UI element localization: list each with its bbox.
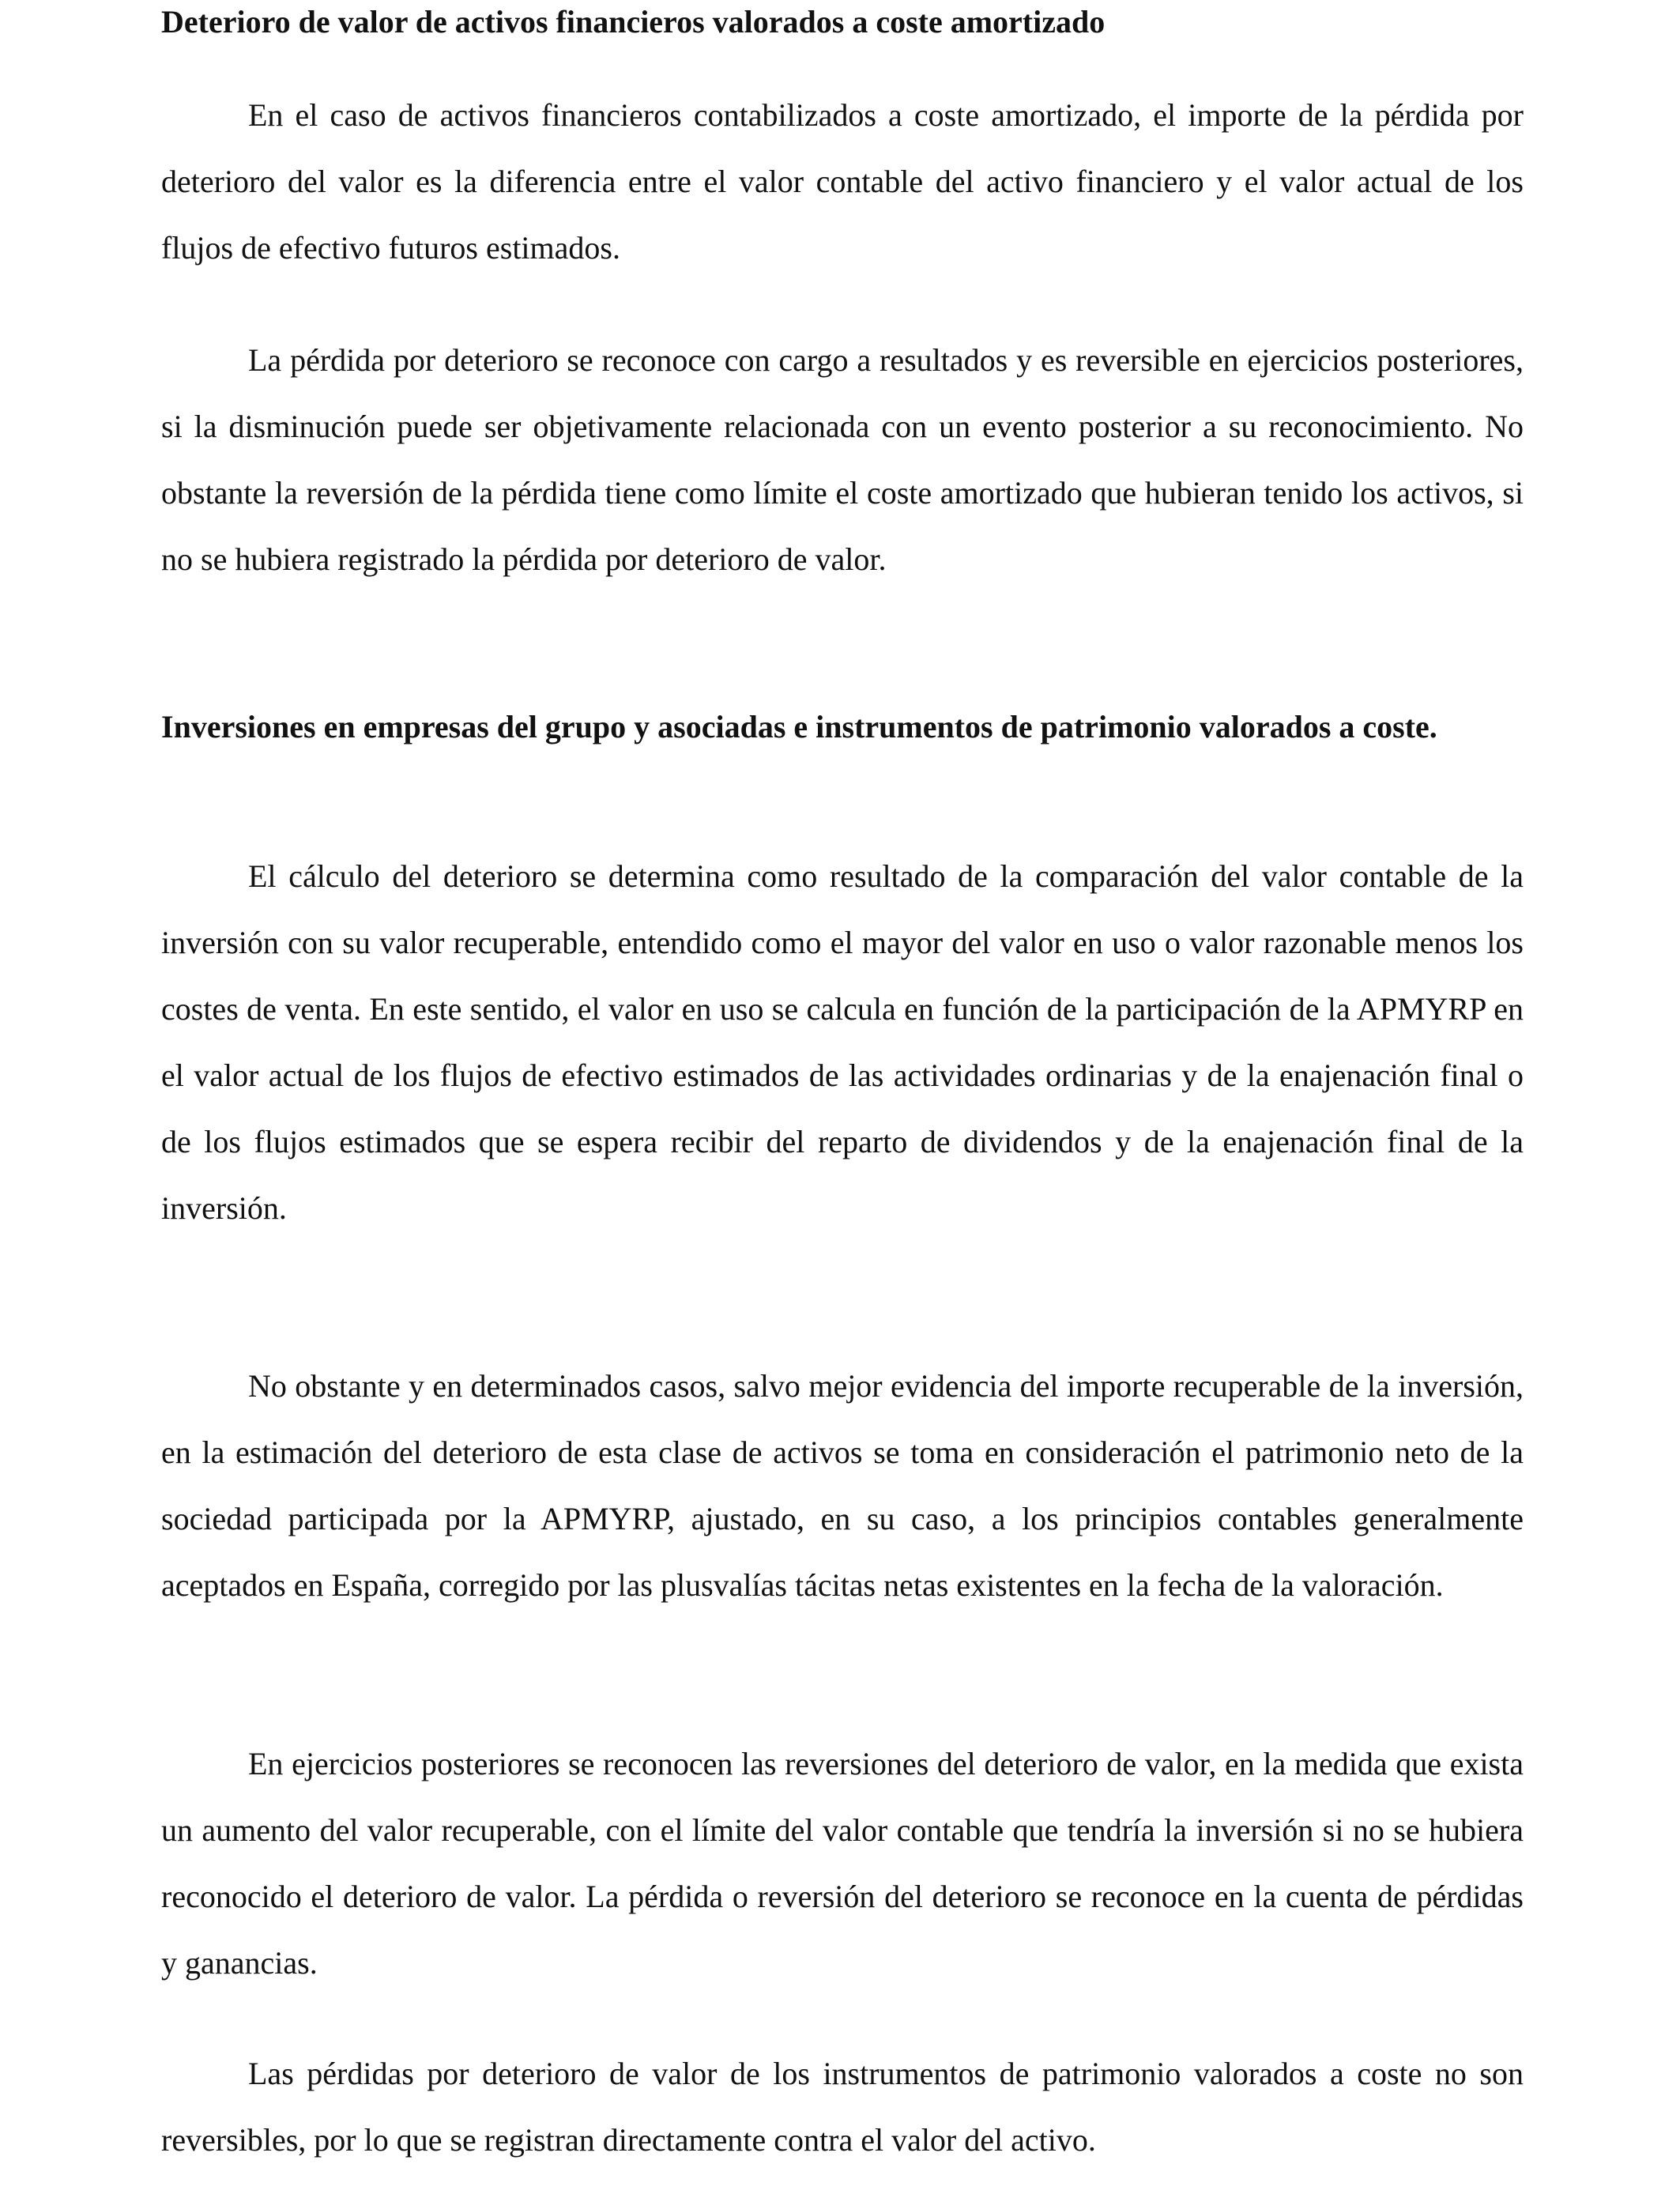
body-paragraph: Las pérdidas por deterioro de valor de los instrumentos de patrimonio valorados a coste no son reversibles, por lo que se registran directamente contra el valor del activo. bbox=[161, 2056, 1524, 2158]
section-heading: Deterioro de valor de activos financieros valorados a coste amortizado bbox=[161, 4, 1106, 40]
body-paragraph: El cálculo del deterioro se determina como resultado de la comparación del valor contable de la inversión con su valor recuperable, entendido como el mayor del valor en uso o valor razonable menos los costes de venta. En este sentido, el valor en uso se calcula en función de la participación de la APMYRP en el valor actual de los flujos de efectivo estimados de las actividades ordinarias y de la enajenación final o de los flujos estimados que se espera recibir del reparto de dividendos y de la enajenación final de la inversión. bbox=[161, 858, 1524, 1226]
section-heading: Inversiones en empresas del grupo y asociadas e instrumentos de patrimonio valorados a coste. bbox=[161, 709, 1437, 745]
body-paragraph: No obstante y en determinados casos, salvo mejor evidencia del importe recuperable de la inversión, en la estimación del deterioro de esta clase de activos se toma en consideración el patrimonio neto de la sociedad participada por la APMYRP, ajustado, en su caso, a los principios contables generalmente aceptados en España, corregido por las plusvalías tácitas netas existentes en la fecha de la valoración. bbox=[161, 1368, 1524, 1603]
body-paragraph: En el caso de activos financieros contabilizados a coste amortizado, el importe de la pérdida por deterioro del valor es la diferencia entre el valor contable del activo financiero y el valor actual de los flujos de efectivo futuros estimados. bbox=[161, 97, 1524, 266]
body-paragraph: En ejercicios posteriores se reconocen las reversiones del deterioro de valor, en la medida que exista un aumento del valor recuperable, con el límite del valor contable que tendría la inversión si no se hubiera reconocido el deterioro de valor. La pérdida o reversión del deterioro se reconoce en la cuenta de pérdidas y ganancias. bbox=[161, 1746, 1524, 1981]
body-paragraph: La pérdida por deterioro se reconoce con cargo a resultados y es reversible en ejercicios posteriores, si la disminución puede ser objetivamente relacionada con un evento posterior a su reconocimiento. No obstante la reversión de la pérdida tiene como límite el coste amortizado que hubieran tenido los activos, si no se hubiera registrado la pérdida por deterioro de valor. bbox=[161, 342, 1524, 577]
